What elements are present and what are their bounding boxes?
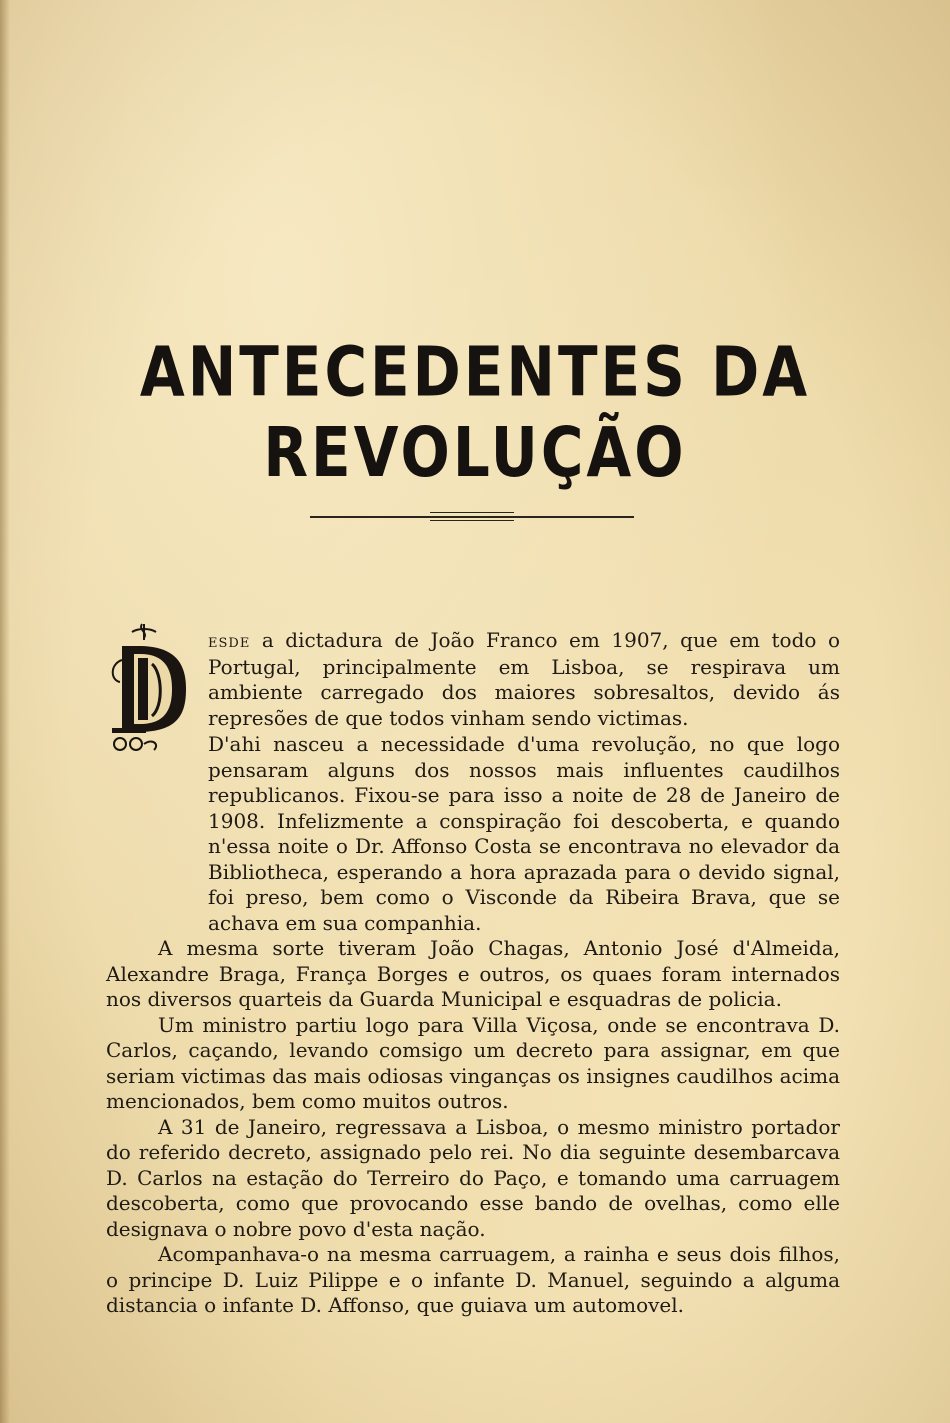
intro-smallcaps: esde — [208, 631, 251, 652]
intro-text: a dictadura de João Franco em 1907, que em todo o Portugal, principalmente em Lisboa, se respirava um ambiente carregado dos maiores sobresaltos, devido ás represões de que todos vinham sendo victimas. — [208, 628, 840, 730]
paragraph-3: Um ministro partiu logo para Villa Viçosa, onde se encontrava D. Carlos, caçando, levando comsigo um decreto para assignar, em que seriam victimas das mais odiosas vinganças os insignes caudilhos acima mencionados, bem como muitos outros. — [106, 1012, 840, 1113]
paragraph-2: A mesma sorte tiveram João Chagas, Antonio José d'Almeida, Alexandre Braga, França Borges e outros, os quaes foram internados nos diversos quarteis da Guarda Municipal e esquadras de policia. — [106, 936, 840, 1011]
body-text — [106, 732, 840, 1319]
paragraph-5: Acompanhava-o na mesma carruagem, a rainha e seus dois filhos, o principe D. Luiz Pilippe e o infante D. Manuel, seguindo a alguma distancia o infante D. Affonso, que guiava um automovel. — [106, 1242, 840, 1317]
intro-paragraph — [208, 628, 840, 731]
chapter-title: ANTECEDENTES DA REVOLUÇÃO — [139, 332, 811, 493]
paragraph-1: D'ahi nasceu a necessidade d'uma revolução, no que logo pensaram alguns dos nossos mais influentes caudilhos republicanos. Fixou-se para isso a noite de 28 de Janeiro de 1908. Infelizmente a conspiração foi descoberta, e quando n'essa noite o Dr. Affonso Costa se encontrava no elevador da Bibliotheca, esperando a hora aprazada para o devido signal, foi preso, bem como o Visconde da Ribeira Brava, que se achava em sua companhia. — [208, 732, 840, 935]
paragraph-4: A 31 de Janeiro, regressava a Lisboa, o mesmo ministro portador do referido decreto, assignado pelo rei. No dia seguinte desembarcava D. Carlos na estação do Terreiro do Paço, e tomando uma carruagem descoberta, como que provocando esse bando de ovelhas, como elle designava o nobre povo d'esta nação. — [106, 1114, 840, 1241]
page-edge-shadow — [0, 0, 10, 1423]
title-divider-ornament — [430, 512, 514, 521]
